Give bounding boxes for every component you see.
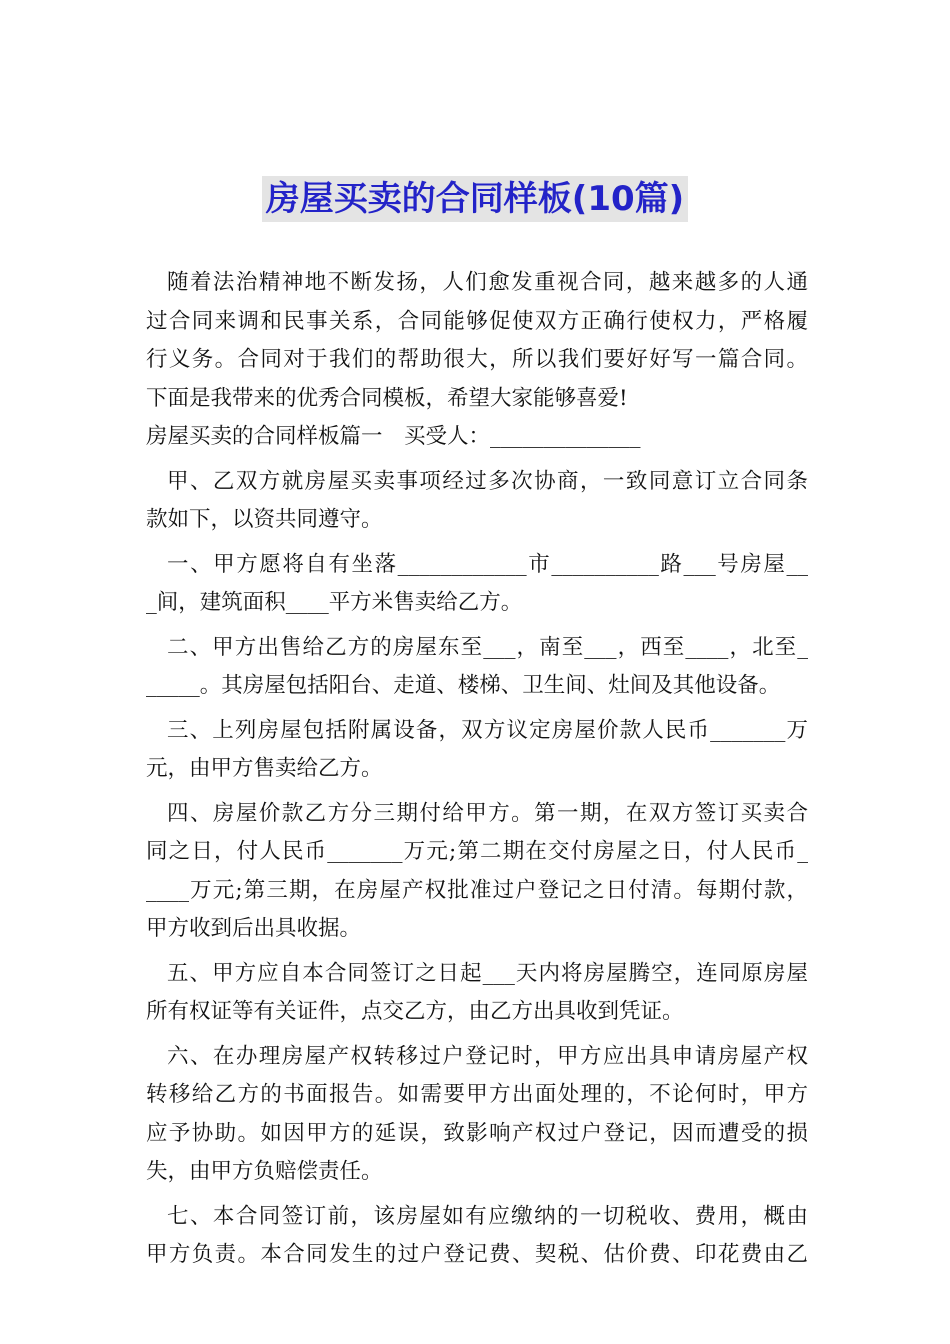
document-body bbox=[146, 264, 808, 1275]
text-line: 转移给乙方的书面报告。如需要甲方出面处理的，不论何时，甲方 bbox=[146, 1082, 808, 1107]
clause-5 bbox=[146, 955, 808, 1032]
text-line: 三、上列房屋包括附属设备，双方议定房屋价款人民币_______万 bbox=[167, 717, 808, 743]
clause-1 bbox=[146, 546, 808, 623]
section-heading-line: 房屋买卖的合同样板篇一 买受人：______________ bbox=[146, 424, 641, 449]
text-line: 随着法治精神地不断发扬，人们愈发重视合同，越来越多的人通 bbox=[167, 270, 808, 295]
clause-3 bbox=[146, 712, 808, 789]
text-line: 下面是我带来的优秀合同模板，希望大家能够喜爱! bbox=[146, 385, 628, 411]
text-line: 甲方收到后出具收据。 bbox=[146, 916, 362, 941]
document-title: 房屋买卖的合同样板(10篇) bbox=[262, 176, 688, 222]
text-line: 失，由甲方负赔偿责任。 bbox=[146, 1159, 383, 1184]
text-line: 同之日，付人民币_______万元;第二期在交付房屋之日，付人民币_ bbox=[146, 839, 808, 864]
text-line: 二、甲方出售给乙方的房屋东至___，南至___，西至____，北至_ bbox=[167, 634, 808, 660]
text-line: 款如下，以资共同遵守。 bbox=[146, 507, 383, 532]
contract-paragraph bbox=[146, 463, 808, 540]
title-container bbox=[0, 176, 950, 222]
text-line: 四、房屋价款乙方分三期付给甲方。第一期，在双方签订买卖合 bbox=[167, 800, 808, 826]
text-line: ____万元;第三期，在房屋产权批准过户登记之日付清。每期付款， bbox=[146, 877, 808, 903]
text-line: 一、甲方愿将自有坐落____________市__________路___号房屋__ bbox=[167, 551, 808, 577]
text-line: 五、甲方应自本合同签订之日起___天内将房屋腾空，连同原房屋 bbox=[167, 960, 808, 986]
section-heading bbox=[146, 418, 808, 457]
clause-6 bbox=[146, 1038, 808, 1192]
clause-7 bbox=[146, 1198, 808, 1275]
clause-4 bbox=[146, 795, 808, 949]
text-line: 行义务。合同对于我们的帮助很大，所以我们要好好写一篇合同。 bbox=[146, 347, 808, 372]
text-line: 所有权证等有关证件，点交乙方，由乙方出具收到凭证。 bbox=[146, 999, 684, 1024]
text-line: 元，由甲方售卖给乙方。 bbox=[146, 756, 383, 781]
intro-paragraph bbox=[146, 264, 808, 418]
text-line: 过合同来调和民事关系，合同能够促使双方正确行使权力，严格履 bbox=[146, 308, 808, 334]
text-line: 七、本合同签订前，该房屋如有应缴纳的一切税收、费用，概由 bbox=[167, 1203, 808, 1229]
text-line: 甲方负责。本合同发生的过户登记费、契税、估价费、印花费由乙 bbox=[146, 1242, 808, 1267]
text-line: 六、在办理房屋产权转移过户登记时，甲方应出具申请房屋产权 bbox=[167, 1043, 808, 1069]
clause-2 bbox=[146, 629, 808, 706]
text-line: _间，建筑面积____平方米售卖给乙方。 bbox=[146, 590, 523, 615]
text-line: 甲、乙双方就房屋买卖事项经过多次协商，一致同意订立合同条 bbox=[167, 468, 808, 494]
text-line: _____。其房屋包括阳台、走道、楼梯、卫生间、灶间及其他设备。 bbox=[146, 673, 781, 698]
text-line: 应予协助。如因甲方的延误，致影响产权过户登记，因而遭受的损 bbox=[146, 1120, 808, 1146]
